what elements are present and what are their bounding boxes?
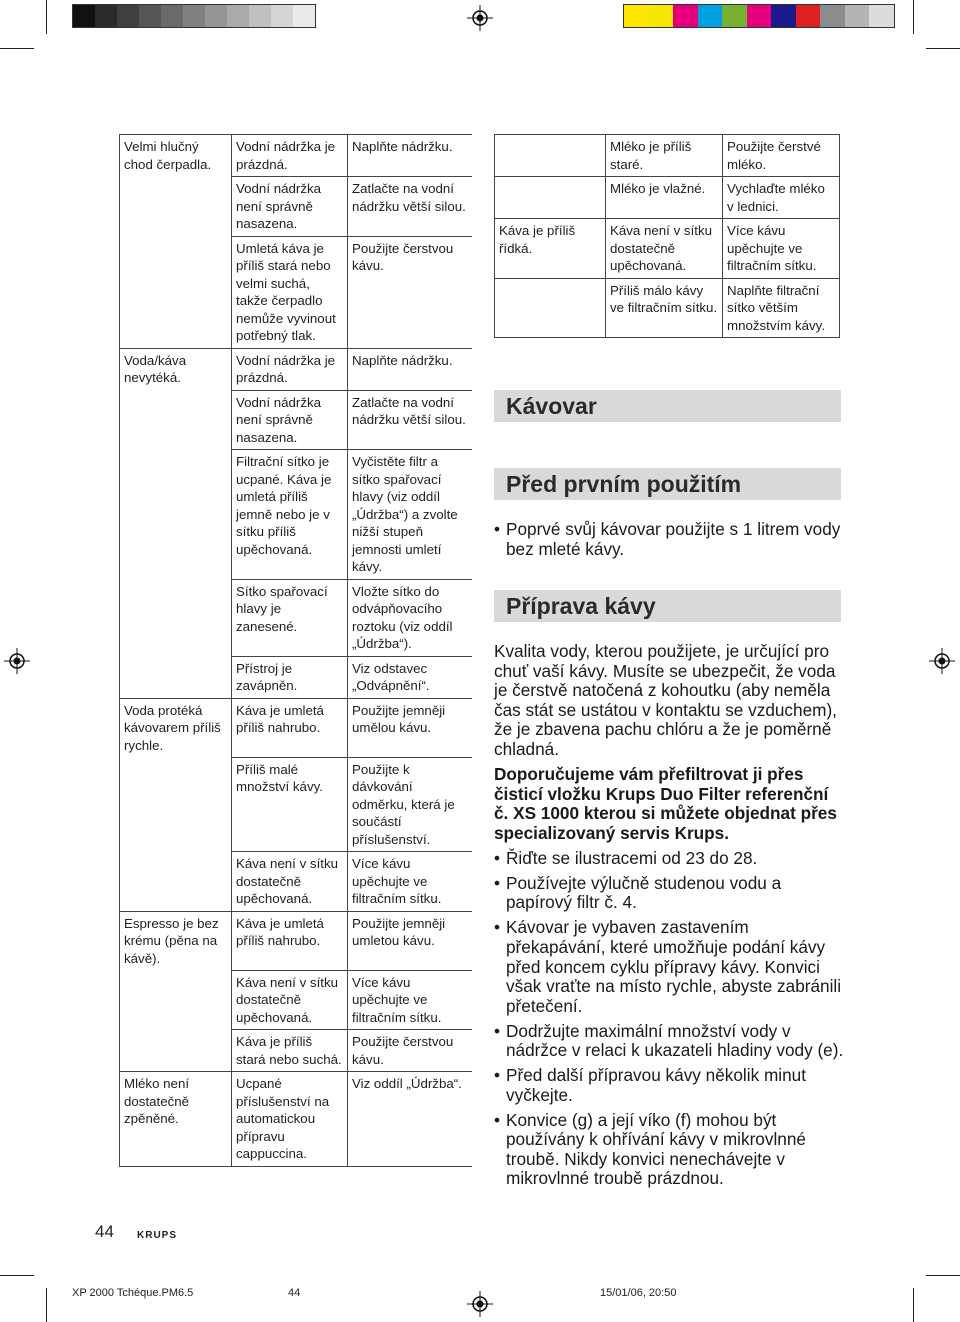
cause-cell: Káva není v sítku dostatečně upěchovaná. bbox=[232, 970, 348, 1030]
solution-cell: Použijte jemněji umělou kávu. bbox=[348, 698, 473, 757]
cause-cell: Příliš málo kávy ve filtračním sítku. bbox=[606, 278, 723, 338]
list-item bbox=[494, 849, 844, 869]
color-swatch bbox=[161, 5, 183, 27]
cause-cell: Ucpané příslušenství na automatickou přípravu cappuccina. bbox=[232, 1072, 348, 1167]
table-row bbox=[120, 1072, 473, 1167]
crop-mark bbox=[926, 1275, 960, 1276]
table-row bbox=[495, 135, 840, 177]
table-row bbox=[120, 1030, 473, 1072]
crop-mark bbox=[913, 1288, 914, 1322]
cause-cell: Káva není v sítku dostatečně upěchovaná. bbox=[606, 219, 723, 279]
list-item-text: Poprvé svůj kávovar použijte s 1 litrem vody bez mleté kávy. bbox=[506, 519, 841, 559]
list-item bbox=[494, 874, 844, 913]
cause-cell: Příliš malé množství kávy. bbox=[232, 757, 348, 852]
table-row bbox=[495, 278, 840, 338]
problem-cell bbox=[495, 177, 606, 219]
brand-label: KRUPS bbox=[137, 1230, 178, 1241]
section-title: Kávovar bbox=[506, 393, 597, 419]
registration-mark-icon bbox=[467, 5, 493, 31]
list-item bbox=[494, 1022, 844, 1061]
bullet-icon: • bbox=[494, 917, 501, 938]
color-calibration-strip-left bbox=[72, 4, 316, 28]
bullet-icon: • bbox=[494, 872, 501, 893]
solution-cell: Použijte jemněji umletou kávu. bbox=[348, 911, 473, 970]
problem-cell bbox=[120, 236, 232, 348]
color-swatch bbox=[293, 5, 315, 27]
solution-cell: Viz oddíl „Údržba“. bbox=[348, 1072, 473, 1167]
cause-cell: Sítko spařovací hlavy je zanesené. bbox=[232, 579, 348, 656]
color-swatch bbox=[183, 5, 205, 27]
solution-cell: Vyčistěte filtr a sítko spařovací hlavy (viz oddíl „Údržba“) a zvolte nižší stupeň jemnosti umletí kávy. bbox=[348, 450, 473, 580]
table-row bbox=[120, 911, 473, 970]
color-swatch bbox=[249, 5, 271, 27]
crop-mark bbox=[46, 1288, 47, 1322]
color-swatch bbox=[820, 5, 845, 27]
cause-cell: Vodní nádržka je prázdná. bbox=[232, 348, 348, 390]
list-item bbox=[494, 1066, 844, 1105]
color-swatch bbox=[673, 5, 698, 27]
section-header-kavovar bbox=[494, 390, 841, 422]
crop-mark bbox=[0, 1275, 34, 1276]
cause-cell: Vodní nádržka je prázdná. bbox=[232, 135, 348, 177]
problem-cell bbox=[120, 450, 232, 580]
problem-cell bbox=[495, 278, 606, 338]
problem-cell: Káva je příliš řídká. bbox=[495, 219, 606, 279]
table-row bbox=[120, 970, 473, 1030]
solution-cell: Více kávu upěchujte ve filtračním sítku. bbox=[723, 219, 840, 279]
color-swatch bbox=[649, 5, 674, 27]
solution-cell: Více kávu upěchujte ve filtračním sítku. bbox=[348, 970, 473, 1030]
list-item bbox=[494, 918, 844, 1016]
file-datetime: 15/01/06, 20:50 bbox=[600, 1287, 677, 1299]
section-header-first-use bbox=[494, 468, 841, 500]
crop-mark bbox=[0, 48, 34, 49]
color-swatch bbox=[869, 5, 894, 27]
table-row bbox=[495, 219, 840, 279]
cause-cell: Káva je umletá příliš nahrubo. bbox=[232, 698, 348, 757]
table-row bbox=[120, 852, 473, 912]
crop-mark bbox=[46, 0, 47, 34]
cause-cell: Vodní nádržka není správně nasazena. bbox=[232, 390, 348, 450]
color-swatch bbox=[227, 5, 249, 27]
preparation-list bbox=[494, 849, 844, 1194]
color-swatch bbox=[698, 5, 723, 27]
cause-cell: Umletá káva je příliš stará nebo velmi suchá, takže čerpadlo nemůže vyvinout potřebný tlak. bbox=[232, 236, 348, 348]
table-row bbox=[120, 348, 473, 390]
problem-cell: Mléko není dostatečně zpěněné. bbox=[120, 1072, 232, 1167]
table-row bbox=[120, 698, 473, 757]
registration-mark-icon bbox=[467, 1291, 493, 1317]
list-item-text: Konvice (g) a její víko (f) mohou být používány k ohřívání kávy v mikrovlnné troubě. Nikdy konvici nenechávejte v mikrovlnné troubě prázdnou. bbox=[506, 1109, 806, 1189]
solution-cell: Použijte čerstvou kávu. bbox=[348, 1030, 473, 1072]
solution-cell: Naplňte nádržku. bbox=[348, 135, 473, 177]
troubleshooting-table bbox=[119, 134, 472, 1167]
solution-cell: Viz odstavec „Odvápnění“. bbox=[348, 656, 473, 698]
problem-cell bbox=[120, 757, 232, 852]
preparation-intro: Kvalita vody, kterou použijete, je určující pro chuť vaší kávy. Musíte se ubezpečit, že voda je čerstvě natočená z kohoutku (aby neměla čas stát se ustátou v kontaktu se vzduchem), že je zbavena pachu chlóru a že je poměrně chladná. bbox=[494, 641, 837, 759]
color-swatch bbox=[845, 5, 870, 27]
problem-cell bbox=[120, 177, 232, 237]
problem-cell bbox=[120, 852, 232, 912]
problem-cell bbox=[120, 579, 232, 656]
solution-cell: Zatlačte na vodní nádržku větší silou. bbox=[348, 390, 473, 450]
list-item-text: Před další přípravou kávy několik minut vyčkejte. bbox=[506, 1065, 806, 1105]
color-swatch bbox=[95, 5, 117, 27]
list-item-text: Kávovar je vybaven zastavením překapávání, které umožňuje podání kávy před koncem cyklu přípravy kávy. Konvici však vraťte na místo rychle, abyste zabránili přetečení. bbox=[506, 917, 842, 1016]
file-name: XP 2000 Tchéque.PM6.5 bbox=[72, 1287, 194, 1299]
list-item-text: Dodržujte maximální množství vody v nádržce v relaci k ukazateli hladiny vody (e). bbox=[506, 1020, 844, 1061]
solution-cell: Naplňte nádržku. bbox=[348, 348, 473, 390]
cause-cell: Mléko je příliš staré. bbox=[606, 135, 723, 177]
color-swatch bbox=[271, 5, 293, 27]
solution-cell: Použijte čerstvou kávu. bbox=[348, 236, 473, 348]
table-row bbox=[120, 390, 473, 450]
problem-cell bbox=[120, 970, 232, 1030]
section-header-preparation bbox=[494, 590, 841, 622]
solution-cell: Použijte čerstvé mléko. bbox=[723, 135, 840, 177]
crop-mark bbox=[926, 48, 960, 49]
section-title: Příprava kávy bbox=[506, 593, 656, 619]
color-swatch bbox=[139, 5, 161, 27]
solution-cell: Zatlačte na vodní nádržku větší silou. bbox=[348, 177, 473, 237]
section-title: Před prvním použitím bbox=[506, 471, 742, 497]
bullet-icon: • bbox=[494, 1109, 501, 1130]
bullet-icon: • bbox=[494, 848, 501, 868]
list-item-text: Řiďte se ilustracemi od 23 do 28. bbox=[506, 848, 758, 868]
solution-cell: Vychlaďte mléko v lednici. bbox=[723, 177, 840, 219]
color-swatch bbox=[117, 5, 139, 27]
color-swatch bbox=[771, 5, 796, 27]
bullet-icon: • bbox=[494, 519, 501, 539]
solution-cell: Naplňte filtrační sítko větším množstvím kávy. bbox=[723, 278, 840, 338]
problem-cell: Voda protéká kávovarem příliš rychle. bbox=[120, 698, 232, 757]
cause-cell: Káva je umletá příliš nahrubo. bbox=[232, 911, 348, 970]
color-calibration-strip-right bbox=[623, 4, 895, 28]
cause-cell: Vodní nádržka není správně nasazena. bbox=[232, 177, 348, 237]
cause-cell: Káva je příliš stará nebo suchá. bbox=[232, 1030, 348, 1072]
list-item-text: Používejte výlučně studenou vodu a papírový filtr č. 4. bbox=[506, 872, 782, 913]
problem-cell bbox=[120, 1030, 232, 1072]
problem-cell: Voda/káva nevytéká. bbox=[120, 348, 232, 390]
color-swatch bbox=[624, 5, 649, 27]
table-row bbox=[120, 579, 473, 656]
problem-cell: Velmi hlučný chod čerpadla. bbox=[120, 135, 232, 177]
list-item bbox=[494, 1111, 844, 1189]
table-row bbox=[120, 450, 473, 580]
bullet-icon: • bbox=[494, 1065, 501, 1086]
file-page: 44 bbox=[288, 1287, 301, 1299]
cause-cell: Přístroj je zavápněn. bbox=[232, 656, 348, 698]
table-row bbox=[120, 177, 473, 237]
problem-cell bbox=[495, 135, 606, 177]
registration-mark-icon bbox=[4, 648, 30, 674]
table-row bbox=[495, 177, 840, 219]
table-row bbox=[120, 236, 473, 348]
table-row bbox=[120, 757, 473, 852]
registration-mark-icon bbox=[929, 648, 955, 674]
color-swatch bbox=[747, 5, 772, 27]
solution-cell: Použijte k dávkování odměrku, která je součástí příslušenství. bbox=[348, 757, 473, 852]
bullet-icon: • bbox=[494, 1020, 501, 1041]
troubleshooting-table-continued bbox=[494, 134, 840, 338]
problem-cell bbox=[120, 390, 232, 450]
solution-cell: Více kávu upěchujte ve filtračním sítku. bbox=[348, 852, 473, 912]
color-swatch bbox=[73, 5, 95, 27]
first-use-list bbox=[494, 520, 844, 564]
problem-cell: Espresso je bez krému (pěna na kávě). bbox=[120, 911, 232, 970]
table-row bbox=[120, 135, 473, 177]
solution-cell: Vložte sítko do odvápňovacího roztoku (viz oddíl „Údržba“). bbox=[348, 579, 473, 656]
filter-recommendation: Doporučujeme vám přefiltrovat ji přes čisticí vložku Krups Duo Filter referenční č. XS 1000 kterou si můžete objednat přes specializovaný servis Krups. bbox=[494, 764, 837, 843]
crop-mark bbox=[913, 0, 914, 34]
color-swatch bbox=[722, 5, 747, 27]
list-item bbox=[494, 520, 844, 559]
table-row bbox=[120, 656, 473, 698]
problem-cell bbox=[120, 656, 232, 698]
color-swatch bbox=[205, 5, 227, 27]
color-swatch bbox=[796, 5, 821, 27]
page-number: 44 bbox=[95, 1222, 114, 1241]
cause-cell: Mléko je vlažné. bbox=[606, 177, 723, 219]
cause-cell: Káva není v sítku dostatečně upěchovaná. bbox=[232, 852, 348, 912]
cause-cell: Filtrační sítko je ucpané. Káva je umletá příliš jemně nebo je v sítku příliš upěchovaná. bbox=[232, 450, 348, 580]
